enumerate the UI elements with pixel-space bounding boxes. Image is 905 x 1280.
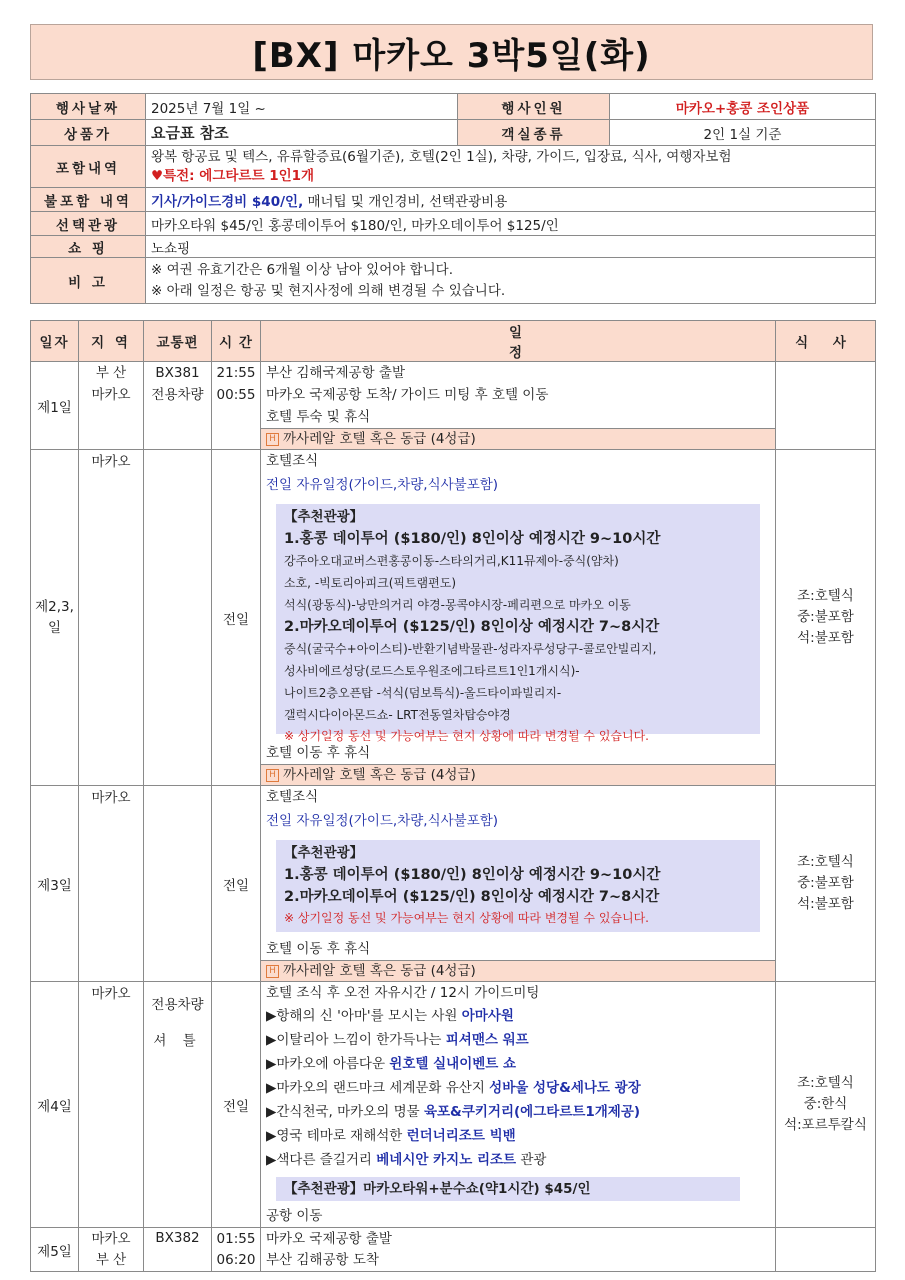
- day4-bullet-4-text: ▶마카오의 랜드마크 세계문화 유산지: [266, 1080, 490, 1096]
- info-table: [30, 93, 876, 304]
- day3-hotel: [261, 960, 775, 981]
- hotel-icon: H: [266, 769, 279, 782]
- price-label: 상품가: [31, 120, 146, 146]
- hotel-icon: H: [266, 965, 279, 978]
- day2-tour-1-detail-1: 강주아오대교버스편홍콩이동-스타의거리,K11뮤제아-중식(얌차): [284, 554, 619, 568]
- day5-line-2: 부산 김해공항 도착: [266, 1251, 379, 1268]
- day2-meal-3: 석:불포함: [797, 630, 854, 646]
- day4-bullet-1: [266, 1004, 770, 1028]
- day2-tour-1: 1.홍콩 데이투어 ($180/인) 8인이상 예정시간 9~10시간: [284, 531, 661, 547]
- header-itinerary: 일 정: [261, 321, 776, 362]
- day5-region-1: 마카오: [91, 1230, 131, 1247]
- page-title: [BX] 마카오 3박5일(화): [30, 24, 873, 80]
- day2-meal: [776, 450, 876, 786]
- day2-tour-1-detail-3: 석식(광동식)-낭만의거리 야경-몽콕야시장-페리편으로 마카오 이동: [284, 598, 631, 612]
- day2-time: 전일: [212, 450, 261, 786]
- day1-transport-1: BX381: [155, 365, 200, 381]
- day3-recommend-box: [276, 840, 760, 932]
- header-meal: 식 사: [776, 321, 876, 362]
- day3-tour-1: 1.홍콩 데이투어 ($180/인) 8인이상 예정시간 9~10시간: [284, 867, 661, 883]
- day3-transport: [144, 786, 212, 982]
- day1-time: [212, 362, 261, 450]
- day4-meal-1: 조:호텔식: [797, 1075, 854, 1091]
- day2-line-1: 호텔조식: [266, 453, 319, 469]
- day2-meal-1: 조:호텔식: [797, 588, 854, 604]
- day4-bullet-1-text: ▶항해의 신 '아마'를 모시는 사원: [266, 1008, 462, 1024]
- day3-box-title: 【추천관광】: [284, 845, 364, 861]
- day1-hotel: [261, 428, 775, 449]
- day4-bullet-6-text: ▶영국 테마로 재해석한: [266, 1128, 407, 1144]
- day5-row: [31, 1228, 876, 1272]
- header-day: 일자: [31, 321, 79, 362]
- day3-line-1: 호텔조식: [266, 789, 319, 805]
- header-time: 시 간: [212, 321, 261, 362]
- day4-bullet-3-highlight: 윈호텔 실내이벤트 쇼: [389, 1056, 517, 1072]
- include-value: 왕복 항공료 및 텍스, 유류할증료(6월기준), 호텔(2인 1실), 차량, 가이드, 입장료, 식사, 여행자보험: [151, 148, 732, 165]
- day4-transport: [144, 982, 212, 1228]
- day2-transport: [144, 450, 212, 786]
- remark-2: ※ 아래 일정은 항공 및 현지사정에 의해 변경될 수 있습니다.: [151, 282, 506, 299]
- day3-region: 마카오: [79, 786, 144, 982]
- day4-transport-2: 셔 틀: [153, 1033, 202, 1049]
- day3-itinerary: [261, 786, 776, 982]
- day1-line-3: 호텔 투숙 및 휴식: [266, 409, 371, 425]
- include-special: ♥특전: 에그타르트 1인1개: [151, 167, 315, 184]
- day5-region: [79, 1228, 144, 1272]
- exclude-cell: [146, 188, 876, 212]
- day4-line-last: 공항 이동: [266, 1208, 323, 1224]
- day4-bullet-6-highlight: 런더너리조트 빅밴: [406, 1128, 516, 1144]
- day4-bullet-7-text: ▶색다른 즐길거리: [266, 1152, 377, 1168]
- room-label: 객실종류: [458, 120, 610, 146]
- day4-bullet-6: [266, 1124, 770, 1148]
- day5-time-2: 06:20: [216, 1251, 256, 1268]
- day2-box-title: 【추천관광】: [284, 509, 364, 525]
- date-value: 2025년 7월 1일 ~: [146, 94, 458, 120]
- shopping-value: 노쇼핑: [146, 236, 876, 258]
- day3-meal-2: 중:불포함: [797, 875, 854, 891]
- date-label: 행사날짜: [31, 94, 146, 120]
- day2-region: 마카오: [79, 450, 144, 786]
- exclude-highlight: 기사/가이드경비 $40/인,: [151, 193, 304, 210]
- people-label: 행사인원: [458, 94, 610, 120]
- people-value: 마카오+홍콩 조인상품: [610, 94, 876, 120]
- day2-meal-2: 중:불포함: [797, 609, 854, 625]
- day5-line-1: 마카오 국제공항 출발: [266, 1230, 392, 1247]
- day2-hotel-text: 까사레알 호텔 혹은 동급 (4성급): [283, 767, 476, 783]
- optional-value: 마카오타워 $45/인 홍콩데이투어 $180/인, 마카오데이투어 $125/인: [146, 212, 876, 236]
- day2-tour-2-detail-3: 나이트2층오픈탑 -석식(덤보특식)-올드타이파빌리지-: [284, 686, 562, 700]
- day2-notice: ※ 상기일정 동선 및 가능여부는 현지 상황에 따라 변경될 수 있습니다.: [284, 729, 649, 743]
- header-region: 지 역: [79, 321, 144, 362]
- day5-itinerary: [261, 1228, 776, 1272]
- remark-1: ※ 여권 유효기간은 6개월 이상 남아 있어야 합니다.: [151, 261, 454, 278]
- header-transport: 교통편: [144, 321, 212, 362]
- day4-bullet-3-text: ▶마카오에 아름다운: [266, 1056, 390, 1072]
- day1-transport: [144, 362, 212, 450]
- day1-transport-2: 전용차량: [151, 387, 204, 403]
- day4-meal-2: 중:한식: [803, 1096, 848, 1112]
- day4-line-1: 호텔 조식 후 오전 자유시간 / 12시 가이드미팅: [266, 985, 540, 1001]
- day1-label: 제1일: [31, 362, 79, 450]
- remark-label: 비 고: [31, 258, 146, 304]
- day1-region-2: 마카오: [91, 387, 131, 403]
- day2-tour-2-detail-4: 갤럭시다이아몬드쇼- LRT전동열차탑승야경: [284, 708, 511, 722]
- remark-cell: [146, 258, 876, 304]
- day2-tour-2-detail-1: 중식(굴국수+아이스티)-반환기념박물관-성라자루성당구-콜로안빌리지,: [284, 642, 657, 656]
- optional-label: 선택관광: [31, 212, 146, 236]
- day1-region: [79, 362, 144, 450]
- day4-itinerary: [261, 982, 776, 1228]
- day2-hotel: [261, 764, 775, 785]
- day5-label: 제5일: [31, 1228, 79, 1272]
- day3-line-2: 전일 자유일정(가이드,차량,식사불포함): [266, 813, 499, 829]
- hotel-icon: H: [266, 433, 279, 446]
- day3-hotel-text: 까사레알 호텔 혹은 동급 (4성급): [283, 963, 476, 979]
- day4-label: 제4일: [31, 982, 79, 1228]
- day4-meal-3: 석:포르투칼식: [784, 1117, 867, 1133]
- day4-bullet-7-post: 관광: [516, 1152, 547, 1168]
- day2-label: 제2,3,일: [31, 450, 79, 786]
- day3-row: [31, 786, 876, 982]
- day1-time-2: 00:55: [216, 387, 256, 403]
- day4-bullet-4-highlight: 성바울 성당&세나도 광장: [489, 1080, 641, 1096]
- day4-row: [31, 982, 876, 1228]
- day3-meal-3: 석:불포함: [797, 896, 854, 912]
- day5-time: [212, 1228, 261, 1272]
- day1-row: [31, 362, 876, 450]
- day4-bullet-7: [266, 1148, 770, 1172]
- day3-label: 제3일: [31, 786, 79, 982]
- day2-tour-1-detail-2: 소호, -빅토리아피크(픽트램편도): [284, 576, 457, 590]
- day3-line-3: 호텔 이동 후 휴식: [266, 941, 371, 957]
- price-value: 요금표 참조: [146, 120, 458, 146]
- day5-time-1: 01:55: [216, 1230, 256, 1247]
- day1-itinerary: [261, 362, 776, 450]
- day1-meal: [776, 362, 876, 450]
- day4-transport-1: 전용차량: [151, 997, 204, 1013]
- day1-time-1: 21:55: [216, 365, 256, 381]
- day4-time: 전일: [212, 982, 261, 1228]
- day2-tour-2-detail-2: 성사비에르성당(로드스토우원조에그타르트1인1개시식)-: [284, 664, 580, 678]
- day3-meal: [776, 786, 876, 982]
- day5-meal: [776, 1228, 876, 1272]
- day5-region-2: 부 산: [95, 1251, 127, 1268]
- day4-bullet-3: [266, 1052, 770, 1076]
- day2-line-2: 전일 자유일정(가이드,차량,식사불포함): [266, 477, 499, 493]
- day1-hotel-text: 까사레알 호텔 혹은 동급 (4성급): [283, 431, 476, 447]
- include-label: 포함내역: [31, 146, 146, 188]
- day1-line-1: 부산 김해국제공항 출발: [266, 365, 405, 381]
- exclude-rest: 매너팁 및 개인경비, 선택관광비용: [303, 193, 508, 210]
- day2-row: [31, 450, 876, 786]
- day4-region: 마카오: [79, 982, 144, 1228]
- day2-itinerary: [261, 450, 776, 786]
- exclude-label: 불포함 내역: [31, 188, 146, 212]
- day3-time: 전일: [212, 786, 261, 982]
- day4-bullet-2-text: ▶이탈리아 느낌이 한가득나는: [266, 1032, 446, 1048]
- day4-bullet-2-highlight: 피셔맨스 워프: [445, 1032, 529, 1048]
- day1-line-2: 마카오 국제공항 도착/ 가이드 미팅 후 호텔 이동: [266, 387, 549, 403]
- day4-recommend-box: 【추천관광】마카오타워+분수쇼(약1시간) $45/인: [276, 1177, 740, 1201]
- day2-tour-2: 2.마카오데이투어 ($125/인) 8인이상 예정시간 7~8시간: [284, 619, 660, 635]
- day4-bullet-5-text: ▶간식천국, 마카오의 명물: [266, 1104, 424, 1120]
- day4-bullet-5-highlight: 육포&쿠키거리(에그타르트1개제공): [423, 1104, 641, 1120]
- day3-notice: ※ 상기일정 동선 및 가능여부는 현지 상황에 따라 변경될 수 있습니다.: [284, 911, 649, 925]
- schedule-table: [30, 320, 876, 1272]
- day4-bullet-4: [266, 1076, 770, 1100]
- include-cell: [146, 146, 876, 188]
- shopping-label: 쇼 핑: [31, 236, 146, 258]
- day3-tour-2: 2.마카오데이투어 ($125/인) 8인이상 예정시간 7~8시간: [284, 889, 660, 905]
- day4-bullet-7-highlight: 베네시안 카지노 리조트: [376, 1152, 517, 1168]
- room-value: 2인 1실 기준: [610, 120, 876, 146]
- day4-bullet-5: [266, 1100, 770, 1124]
- day2-recommend-box: [276, 504, 760, 743]
- day2-line-3: 호텔 이동 후 휴식: [266, 745, 371, 761]
- day3-meal-1: 조:호텔식: [797, 854, 854, 870]
- day5-transport: BX382: [144, 1228, 212, 1272]
- day4-bullet-1-highlight: 아마사원: [461, 1008, 514, 1024]
- day1-region-1: 부 산: [95, 365, 127, 381]
- day4-bullet-2: [266, 1028, 770, 1052]
- day4-meal: [776, 982, 876, 1228]
